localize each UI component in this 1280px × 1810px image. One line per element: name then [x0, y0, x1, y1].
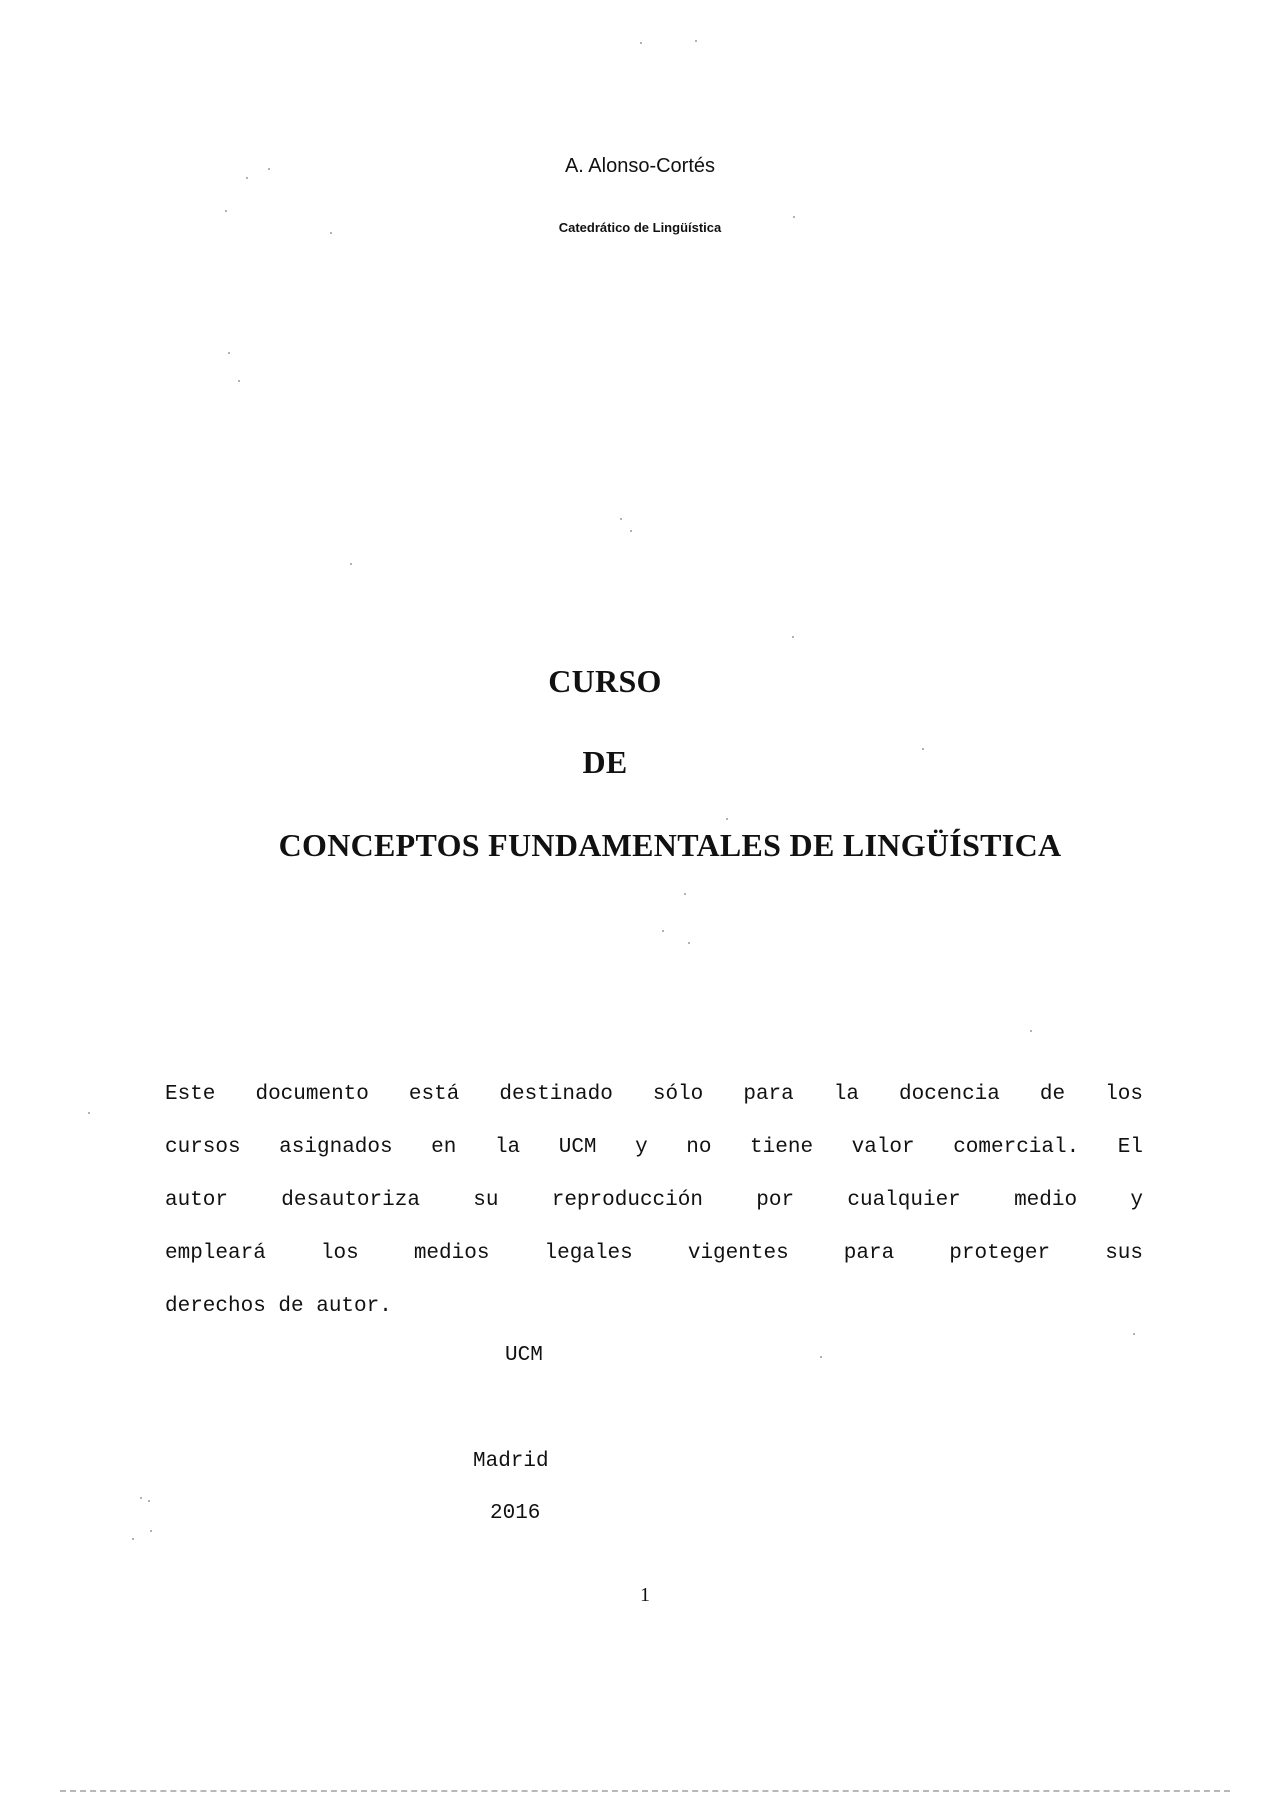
scan-speck	[726, 818, 728, 820]
scan-speck	[246, 177, 248, 179]
scan-speck	[688, 942, 690, 944]
scan-speck	[684, 893, 686, 895]
city-label: Madrid	[473, 1450, 549, 1473]
year-label: 2016	[490, 1502, 541, 1525]
scan-speck	[228, 352, 230, 354]
scan-speck	[238, 380, 240, 382]
scan-speck	[630, 530, 632, 532]
scan-speck	[88, 1112, 90, 1114]
scan-edge-artifact	[60, 1790, 1230, 1792]
scan-speck	[225, 210, 227, 212]
scan-speck	[695, 40, 697, 42]
notice-line: cursos asignados en la UCM y no tiene valor comercial. El	[165, 1136, 1143, 1159]
scan-speck	[350, 563, 352, 565]
scan-speck	[620, 518, 622, 520]
scan-speck	[793, 216, 795, 218]
scan-speck	[1133, 1333, 1135, 1335]
notice-line: autor desautoriza su reproducción por cualquier medio y	[165, 1189, 1143, 1212]
notice-line: empleará los medios legales vigentes para proteger sus	[165, 1242, 1143, 1265]
scan-speck	[792, 636, 794, 638]
scan-speck	[148, 1500, 150, 1502]
title-line-1: CURSO	[548, 663, 662, 699]
scan-speck	[640, 42, 642, 44]
scan-speck	[140, 1497, 142, 1499]
page-number: 1	[640, 1584, 650, 1606]
scan-speck	[268, 168, 270, 170]
scan-speck	[820, 1356, 822, 1358]
scan-speck	[1030, 1030, 1032, 1032]
scan-speck	[662, 930, 664, 932]
author-position: Catedrático de Lingüística	[558, 220, 722, 235]
scan-speck	[132, 1538, 134, 1540]
scan-speck	[330, 232, 332, 234]
notice-line: Este documento está destinado sólo para la docencia de los	[165, 1083, 1143, 1106]
copyright-notice	[165, 1068, 1143, 1333]
author-name: A. Alonso-Cortés	[564, 155, 716, 177]
scan-speck	[922, 748, 924, 750]
title-line-3: CONCEPTOS FUNDAMENTALES DE LINGÜÍSTICA	[278, 827, 1062, 863]
institution-label: UCM	[505, 1344, 543, 1367]
title-line-2: DE	[582, 744, 628, 780]
scan-speck	[150, 1530, 152, 1532]
notice-line: derechos de autor.	[165, 1295, 392, 1318]
